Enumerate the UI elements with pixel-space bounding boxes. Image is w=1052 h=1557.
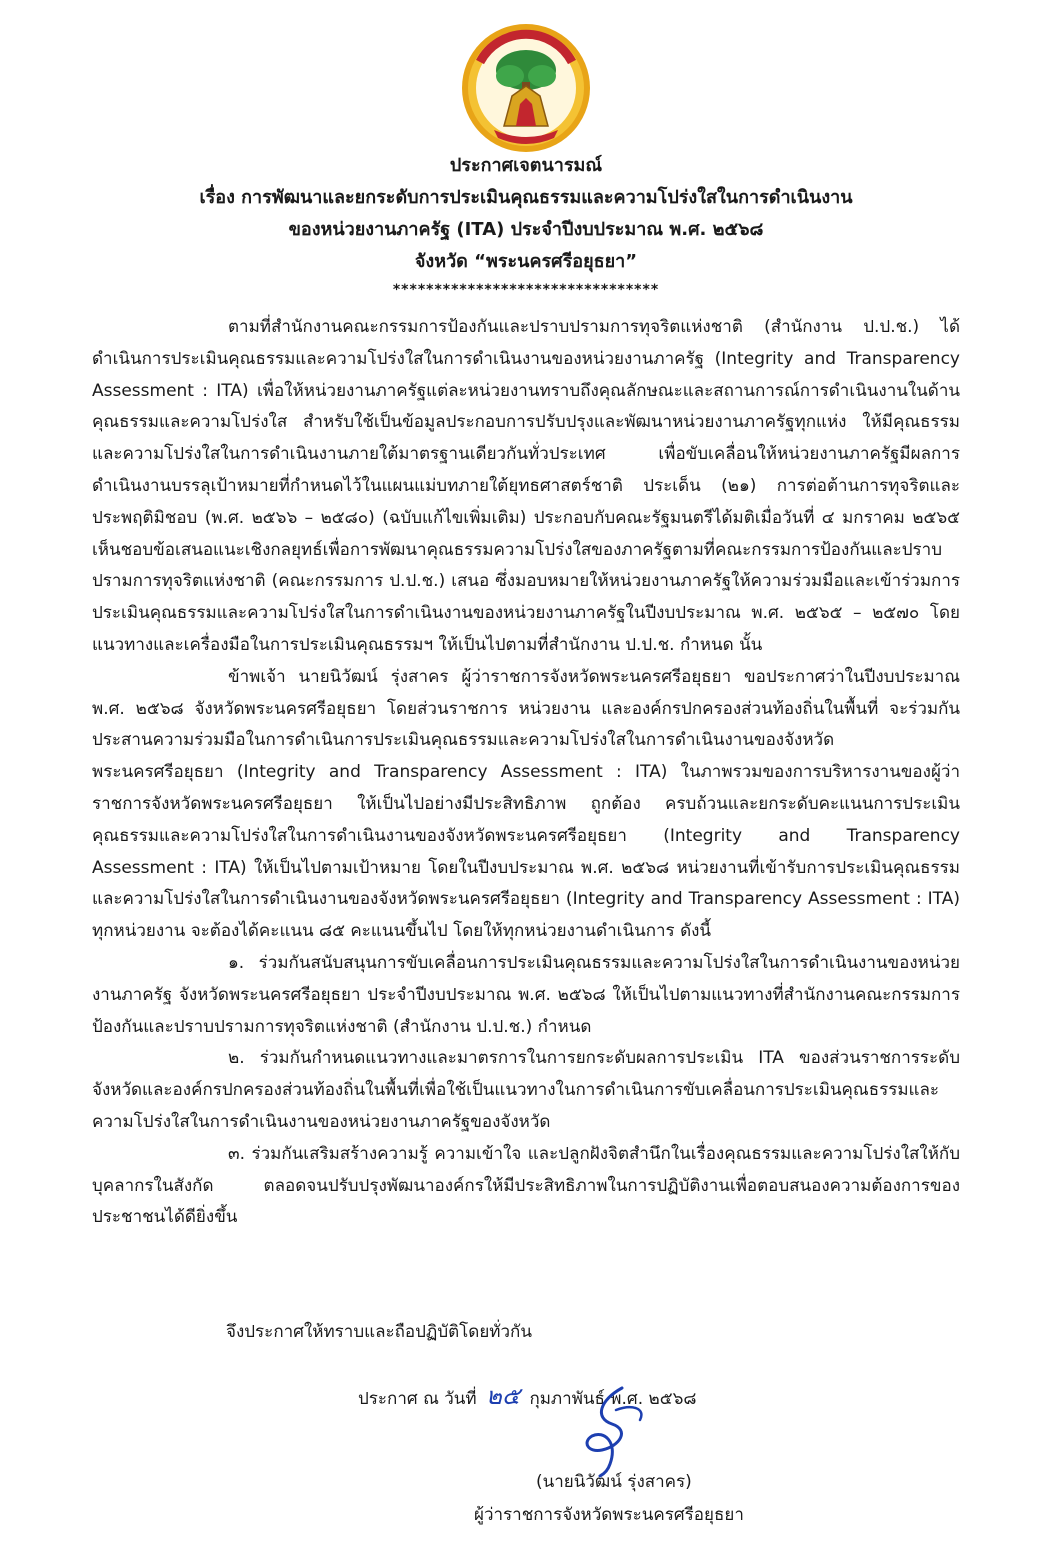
signer-name: (นายนิวัฒน์ รุ่งสาคร) xyxy=(536,1472,692,1492)
signature-mark xyxy=(560,1380,670,1480)
announcement-heading xyxy=(0,150,1052,278)
heading-separator: ******************************** xyxy=(392,282,660,298)
list-item-2: ๒. ร่วมกันกำหนดแนวทางและมาตรการในการยกระดับผลการประเมิน ITA ของส่วนราชการระดับจังหวัดและองค์กรปกครองส่วนท้องถิ่นในพื้นที่เพื่อใช้เป็นแนวทางในการดำเนินการขับเคลื่อนการประเมินคุณธรรมและความโปร่งใสในการดำเนินงานของหน่วยงานภาครัฐของจังหวัด xyxy=(92,1048,960,1132)
list-item-1: ๑. ร่วมกันสนับสนุนการขับเคลื่อนการประเมินคุณธรรมและความโปร่งใสในการดำเนินงานของหน่วยงานภาครัฐ จังหวัดพระนครศรีอยุธยา ประจำปีงบประมาณ พ.ศ. ๒๕๖๘ ให้เป็นไปตามแนวทางที่สำนักงานคณะกรรมการป้องกันและปราบปรามการทุจริตแห่งชาติ (สำนักงาน ป.ป.ช.) กำหนด xyxy=(92,952,960,1037)
provincial-seal-logo xyxy=(460,22,592,154)
paragraph-background: ตามที่สำนักงานคณะกรรมการป้องกันและปราบปรามการทุจริตแห่งชาติ (สำนักงาน ป.ป.ช.) ได้ดำเนินการประเมินคุณธรรมและความโปร่งใสในการดำเนินงานของหน่วยงานภาครัฐ (Integrity and Transparency Assessment : ITA) เพื่อให้หน่วยงานภาครัฐแต่ละหน่วยงานทราบถึงคุณลักษณะและสถานการณ์การดำเนินงานในด้านคุณธรรมและความโปร่งใส สำหรับใช้เป็นข้อมูลประกอบการปรับปรุงและพัฒนาหน่วยงานภาครัฐทุกแห่ง ให้มีคุณธรรมและความโปร่งใสในการดำเนินงานภายใต้มาตรฐานเดียวกันทั่วประเทศ เพื่อขับเคลื่อนให้หน่วยงานภาครัฐมีผลการดำเนินงานบรรลุเป้าหมายที่กำหนดไว้ในแผนแม่บทภายใต้ยุทธศาสตร์ชาติ ประเด็น (๒๑) การต่อต้านการทุจริตและประพฤติมิชอบ (พ.ศ. ๒๕๖๖ – ๒๕๘๐) (ฉบับแก้ไขเพิ่มเติม) ประกอบกับคณะรัฐมนตรีได้มติเมื่อวันที่ ๔ มกราคม ๒๕๖๕ เห็นชอบข้อเสนอแนะเชิงกลยุทธ์เพื่อการพัฒนาคุณธรรมความโปร่งใสของภาครัฐตามที่คณะกรรมการป้องกันและปราบปรามการทุจริตแห่งชาติ (คณะกรรมการ ป.ป.ช.) เสนอ ซึ่งมอบหมายให้หน่วยงานภาครัฐให้ความร่วมมือและเข้าร่วมการประเมินคุณธรรมและความโปร่งใสในการดำเนินงานของหน่วยงานภาครัฐในปีงบประมาณ พ.ศ. ๒๕๖๕ – ๒๕๗๐ โดยแนวทางและเครื่องมือในการประเมินคุณธรรมฯ ให้เป็นไปตามที่สำนักงาน ป.ป.ช. กำหนด นั้น xyxy=(92,317,960,655)
date-day-handwritten: ๒๕ xyxy=(486,1382,521,1410)
date-month-year: กุมภาพันธ์ พ.ศ. ๒๕๖๘ xyxy=(529,1389,697,1409)
signer-position: ผู้ว่าราชการจังหวัดพระนครศรีอยุธยา xyxy=(474,1505,744,1525)
date-prefix: ประกาศ ณ วันที่ xyxy=(358,1389,477,1409)
heading-subject: เรื่อง การพัฒนาและยกระดับการประเมินคุณธรรมและความโปร่งใสในการดำเนินงาน xyxy=(199,187,853,208)
paragraph-declaration: ข้าพเจ้า นายนิวัฒน์ รุ่งสาคร ผู้ว่าราชการจังหวัดพระนครศรีอยุธยา ขอประกาศว่าในปีงบประมาณ พ.ศ. ๒๕๖๘ จังหวัดพระนครศรีอยุธยา โดยส่วนราชการ หน่วยงาน และองค์กรปกครองส่วนท้องถิ่นในพื้นที่ จะร่วมกันประสานความร่วมมือในการดำเนินการประเมินคุณธรรมและความโปร่งใสในการดำเนินงานของจังหวัดพระนครศรีอยุธยา (Integrity and Transparency Assessment : ITA) ในภาพรวมของการบริหารงานของผู้ว่าราชการจังหวัดพระนครศรีอยุธยา ให้เป็นไปอย่างมีประสิทธิภาพ ถูกต้อง ครบถ้วนและยกระดับคะแนนการประเมินคุณธรรมและความโปร่งใสในการดำเนินงานของจังหวัดพระนครศรีอยุธยา (Integrity and Transparency Assessment : ITA) ให้เป็นไปตามเป้าหมาย โดยในปีงบประมาณ พ.ศ. ๒๕๖๘ หน่วยงานที่เข้ารับการประเมินคุณธรรมและความโปร่งใสในการดำเนินงานของจังหวัดพระนครศรีอยุธยา (Integrity and Transparency Assessment : ITA) ทุกหน่วยงาน จะต้องได้คะแนน ๘๕ คะแนนขึ้นไป โดยให้ทุกหน่วยงานดำเนินการ ดังนี้ xyxy=(92,666,960,942)
announcement-body xyxy=(92,312,960,1234)
closing-statement: จึงประกาศให้ทราบและถือปฏิบัติโดยทั่วกัน xyxy=(226,1322,532,1342)
heading-title: ประกาศเจตนารมณ์ xyxy=(449,155,603,176)
heading-subject-cont: ของหน่วยงานภาครัฐ (ITA) ประจำปีงบประมาณ พ.ศ. ๒๕๖๘ xyxy=(288,219,764,240)
list-item-3: ๓. ร่วมกันเสริมสร้างความรู้ ความเข้าใจ และปลูกฝังจิตสำนึกในเรื่องคุณธรรมและความโปร่งใสให้กับบุคลากรในสังกัด ตลอดจนปรับปรุงพัฒนาองค์กรให้มีประสิทธิภาพในการปฏิบัติงานเพื่อตอบสนองความต้องการของประชาชนได้ดียิ่งขึ้น xyxy=(92,1143,960,1228)
heading-province: จังหวัด “พระนครศรีอยุธยา” xyxy=(414,251,638,272)
